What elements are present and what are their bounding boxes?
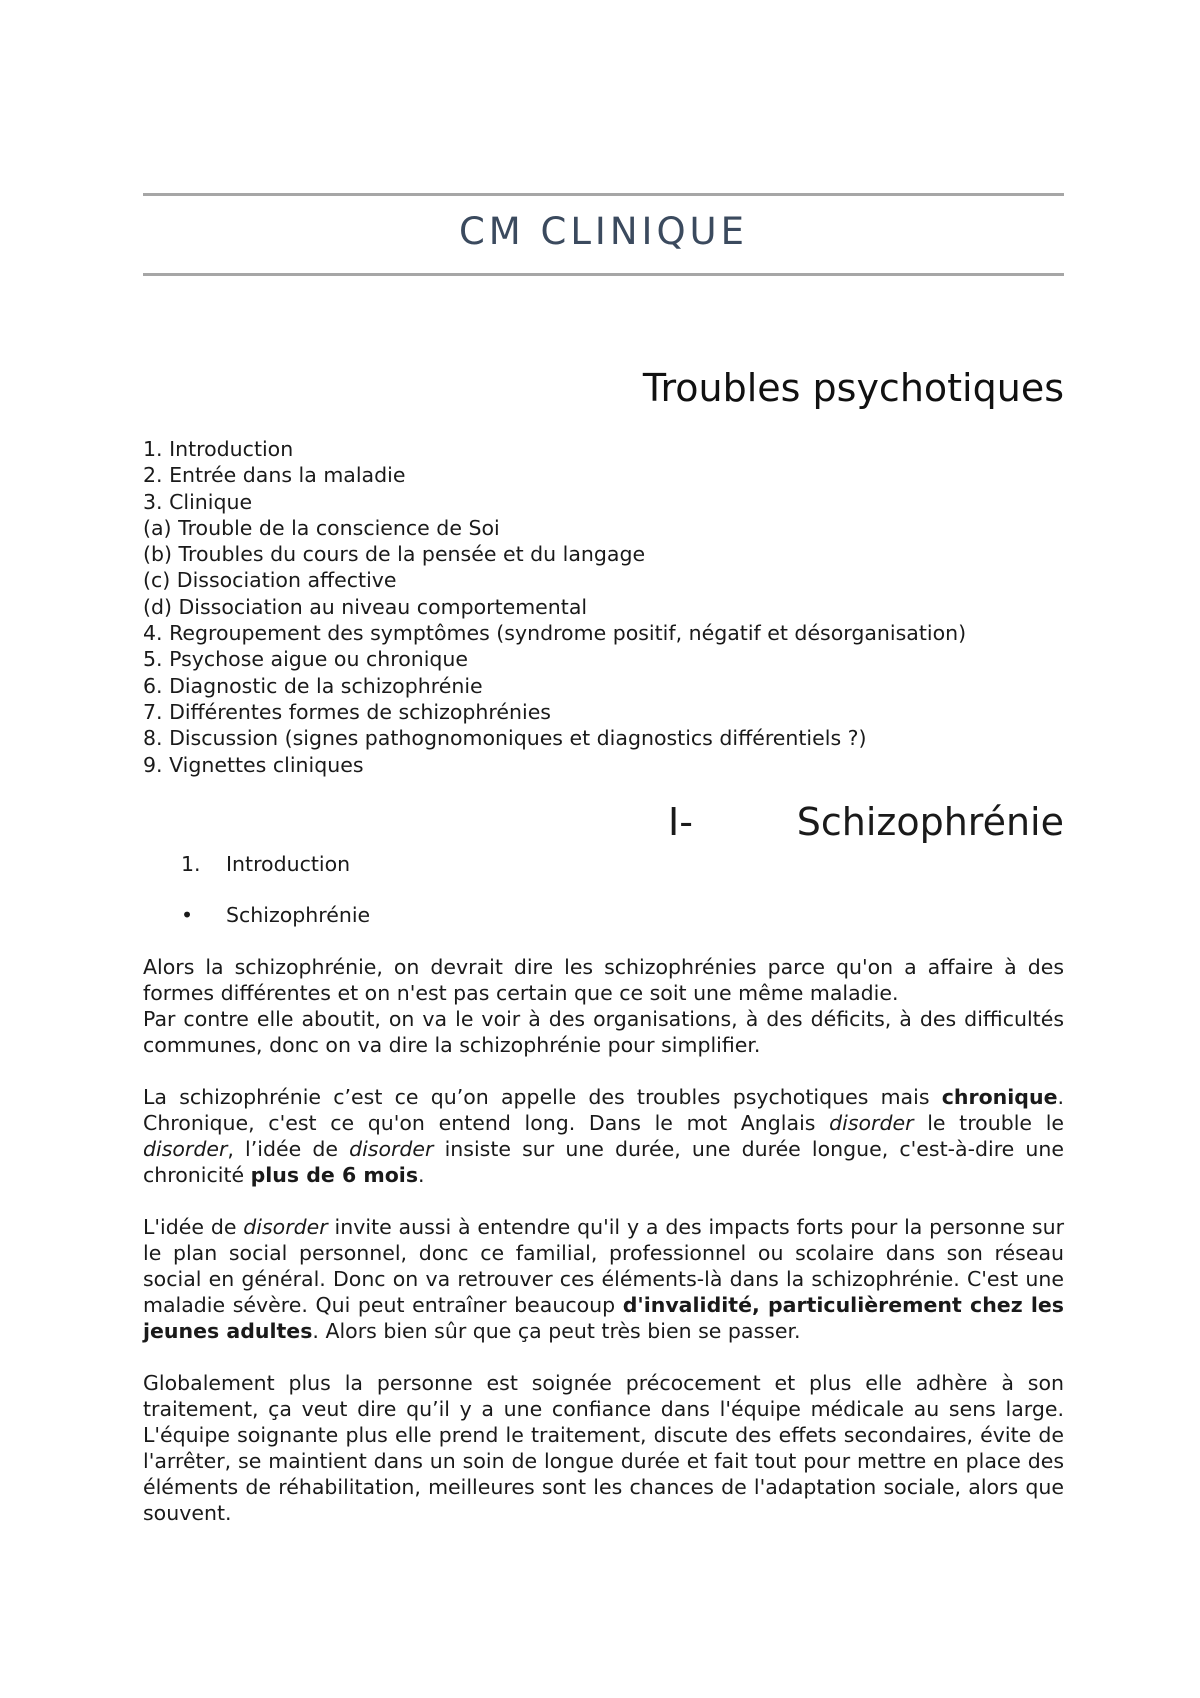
italic-term: disorder <box>143 1137 228 1161</box>
toc-item: (c) Dissociation affective <box>143 568 397 593</box>
table-of-contents <box>143 436 1064 778</box>
toc-item: 6. Diagnostic de la schizophrénie <box>143 673 483 698</box>
emphasis: d'invalidité, particulièrement chez les jeunes adultes <box>143 1293 1064 1343</box>
section-number: I- <box>668 800 693 844</box>
toc-item: 2. Entrée dans la maladie <box>143 463 406 488</box>
toc-item: 1. Introduction <box>143 437 294 461</box>
paragraph: Globalement plus la personne est soignée précocement et plus elle adhère à son traitement, ça veut dire qu’il y a une confiance dans l'équipe médicale au sens large. L'équipe soignante plus elle prend le traitement, discute des effets secondaires, évite de l'arrêter, se maintient dans un soin de longue durée et fait tout pour mettre en place des éléments de réhabilitation, meilleures sont les chances de l'adaptation sociale, alors que souvent. <box>143 1371 1064 1525</box>
toc-item: (b) Troubles du cours de la pensée et du langage <box>143 542 646 567</box>
italic-term: disorder <box>829 1111 914 1135</box>
bullet-item <box>181 902 370 928</box>
paragraph: L'idée de disorder invite aussi à entendre qu'il y a des impacts forts pour la personne sur le plan social personnel, donc ce familial, professionnel ou scolaire dans son réseau social en général. Donc on va retrouver ces éléments-là dans la schizophrénie. C'est une maladie sévère. Qui peut entraîner beaucoup d'invalidité, particulièrement chez les jeunes adultes. Alors bien sûr que ça peut très bien se passer. <box>143 1215 1064 1343</box>
paragraph: Alors la schizophrénie, on devrait dire les schizophrénies parce qu'on a affaire à des formes différentes et on n'est pas certain que ce soit une même maladie. <box>143 955 1064 1005</box>
toc-item: 4. Regroupement des symptômes (syndrome positif, négatif et désorganisation) <box>143 621 967 646</box>
italic-term: disorder <box>243 1215 328 1239</box>
toc-item: (d) Dissociation au niveau comportemental <box>143 594 588 619</box>
document-title: CM CLINIQUE <box>458 210 749 253</box>
toc-item: 7. Différentes formes de schizophrénies <box>143 699 551 724</box>
title-rule-bottom <box>143 273 1064 276</box>
title-rule-top <box>143 193 1064 196</box>
paragraph: La schizophrénie c’est ce qu’on appelle des troubles psychotiques mais chronique. Chronique, c'est ce qu'on entend long. Dans le mot Anglais disorder le trouble le disorder, l’idée de disorder insiste sur une durée, une durée longue, c'est-à-dire une chronicité plus de 6 mois. <box>143 1085 1064 1187</box>
section-title: Schizophrénie <box>796 800 1064 844</box>
toc-item: (a) Trouble de la conscience de Soi <box>143 515 500 540</box>
toc-item: 3. Clinique <box>143 489 253 514</box>
toc-item: 5. Psychose aigue ou chronique <box>143 647 469 672</box>
toc-item: 9. Vignettes cliniques <box>143 752 364 777</box>
toc-item: 8. Discussion (signes pathognomoniques et diagnostics différentiels ?) <box>143 726 867 751</box>
italic-term: disorder <box>349 1137 434 1161</box>
bullet-label: Schizophrénie <box>226 903 371 927</box>
subsection-heading <box>181 851 350 877</box>
body-text <box>143 954 1064 1552</box>
bullet-marker: • <box>181 903 194 927</box>
chapter-heading: Troubles psychotiques <box>642 366 1064 410</box>
emphasis: chronique <box>941 1085 1058 1109</box>
emphasis: plus de 6 mois <box>250 1163 419 1187</box>
paragraph: Par contre elle aboutit, on va le voir à des organisations, à des déficits, à des difficultés communes, donc on va dire la schizophrénie pour simplifier. <box>143 1007 1064 1057</box>
subsection-number: 1. <box>181 852 201 876</box>
subsection-label: Introduction <box>226 852 351 876</box>
